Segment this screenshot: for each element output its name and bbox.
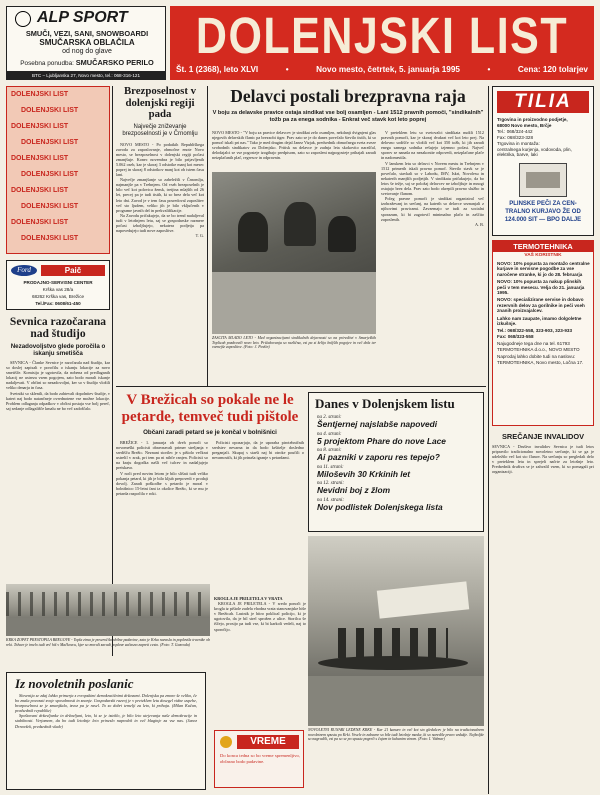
dl-promo-row: DOLENJSKI LIST bbox=[11, 123, 69, 130]
danes-item[interactable] bbox=[317, 481, 475, 496]
danes-item-text: Miloševih 30 Krkinih let bbox=[317, 468, 411, 479]
rowers-banner bbox=[377, 581, 469, 618]
sevnica-story bbox=[6, 316, 110, 578]
brezice-p2: V noči pred novim letom je bilo slišati tudi veliko pokanja petard, ki jih je bilo kljub prepovedi v prodaji dovolj. Zaradi poškodbe s petardo je moral v bolnišnico 15-letni fant iz okolice Brežic, ki se mu je petarda razpočila v roki. bbox=[116, 470, 208, 496]
ford-ad bbox=[6, 260, 110, 310]
ford-logo-icon bbox=[11, 265, 37, 276]
lead-p3: V lanskem letu so delavci v Novem mestu in Trebnjem v 1512 primerih iskali pravno pomoč. Število stavk se je povečalo, stavkali so v Labodu, IMV, Iskri, Novolesu in nekaterih manjših podjetjih. V sindikatu pričakujejo, da bo letos še težje, saj se položaj delavcev ne izboljšuje in mnogi ostajajo brez dela. Prav zato bodo okrepili pravno službo in svetovanje članom. bbox=[381, 160, 484, 197]
novoletni-title: Iz novoletnih poslanic bbox=[15, 676, 134, 691]
flood-trees bbox=[6, 592, 210, 616]
stove-icon bbox=[519, 163, 567, 197]
termo-body bbox=[497, 261, 591, 425]
alp-line3: od nog do glave bbox=[62, 48, 112, 55]
sevnica-deck: Nezadovoljstvo glede poročila o iskanju smetišča bbox=[10, 343, 106, 357]
masthead-info bbox=[176, 65, 588, 74]
invalidi-text: SEVNICA - Društvo invalidov Sevnica je tudi letos pripravilo tradicionalno novoletno srečanje, ki se ga je udeležilo več kot sto članov. Na srečanju so pregledali delo v preteklem letu in sprejeli načrte za letošnje leto. Predsednik društva se je zahvalil vsem, ki so pomagali pri organizaciji. bbox=[492, 444, 594, 475]
rowers-boat bbox=[318, 656, 468, 670]
novoletni-p2: Spoštovani državljanke in državljani, leto, ki se je izteklo, je bilo leto utrjevanja naše demokracije in stabilnosti. Verjamem, da bo tudi letošnje leto prineslo napredek in več blaginje za vse nas. (Janez Drnovšek, predsednik vlade) bbox=[15, 713, 197, 729]
lead-caption: ZAŠČITA MLADO LETO - Med organizacijami sindikalnih dejavnosti so na prireditvi v Šmarjeških Toplicah pozdravili novo leto. Pričakovanja so različna, vsi pa si želijo boljših pogojev in več dela ter varnejše zaposlitve. (Foto: J. Pavlin) bbox=[212, 336, 376, 350]
lead-p2: V preteklem letu so svetovalci sindikata nudili 1512 pravnih pomoči, kar je skoraj dvakrat več kot leto prej. Na delovno sodišče so vložili več kot 350 tožb, ki jih zaradi enega samega sodnika rešujejo izjemno počasi. Največ sporov se nanaša na nezakonite odpovedi, neizplačane plače in nadomestila. bbox=[381, 130, 484, 161]
novoletni-body bbox=[7, 693, 205, 787]
danes-item-text: 5 projektom Phare do nove Lace bbox=[317, 435, 446, 446]
krka-flood-photo bbox=[6, 584, 210, 636]
masthead-title: DOLENJSKI LIST bbox=[195, 8, 569, 65]
rowers-photo bbox=[308, 536, 484, 726]
ford-line3: 68262 Krška vas, Brežice bbox=[31, 294, 85, 299]
brezice-p3: Policisti opozarjajo, da je uporaba pirotehničnih sredstev nevarna in da bodo kršitelje dosledno preganjali. Skupaj s starši naj bi otroke poučili o nevarnostih, ki jih prinaša igranje s petardami. bbox=[212, 440, 304, 461]
termo-brand: TERMOTEHNIKA bbox=[493, 241, 593, 252]
termo-t4: Lahko nam zaupate, imamo dolgoletne izkušnje. bbox=[497, 315, 582, 327]
dl-promo-row: DOLENJSKI LIST bbox=[21, 107, 79, 114]
issue-date: Novo mesto, četrtek, 5. januarja 1995 bbox=[316, 65, 460, 74]
brezice-side-text: KROGLA JE PRILETELA - V sredo ponoči je krogla iz pištole zadela vhodna vrata stanovanjske hiše v Brežicah. Lastnik je hitro poklical policijo, ki je ugotovila, da je bil strel sprožen z ulice. Storilca še iščejo, prosijo pa tudi vse, ki bi karkoli vedeli, naj to sporočijo. bbox=[214, 601, 306, 632]
invalidi-title: SREČANJE INVALIDOV bbox=[502, 432, 584, 441]
vreme-title: VREME bbox=[237, 735, 299, 749]
dl-promo-row: DOLENJSKI LIST bbox=[21, 203, 79, 210]
termo-t5: Najugodneje tega dne na tel. 61793 TERMOTEHNIKA d.o.o., NOVO MESTO bbox=[497, 341, 580, 352]
termo-t6: Naprodaj lahko dobite tudi na naslovu: TERMOTEHNIKA, Novo mesto, Ločna 17. bbox=[497, 354, 584, 365]
alp-brand: ALP SPORT bbox=[37, 9, 128, 26]
dl-promo-row: DOLENJSKI LIST bbox=[21, 171, 79, 178]
dl-promo-row: DOLENJSKI LIST bbox=[21, 235, 79, 242]
lead-p1: NOVO MESTO - "V boju za pravice delavcev je sindikat zelo osamljen, nekdanji dvignjeni glas njegovih delavskih članic pa brezzobi tiger. Prav zato se je do danes povečalo število tistih, ki so pomoč iskali pri nas." Tako je med drugim dejal Janez Vizjak, predsednik območnega sveta zveze svobodnih sindikatov za Dolenjsko. Pritisk na delavce je zadnja leta skokovito naraščal, delodajalci se vse pogosteje izogibajo predpisom, zato so zaposleni najpogosteje prihajali zaradi neizplačanih plač, regresov in odpravnin. bbox=[212, 130, 376, 161]
issue-price: Cena: 120 tolarjev bbox=[517, 65, 588, 74]
tilia-line6: centralnega kurjenja, vodovoda, plin, elektrika, barve, laki bbox=[497, 147, 572, 158]
alp-sport-ad bbox=[6, 6, 166, 80]
alp-line1: SMUČI, VEZI, SANI, SNOWBOARDI bbox=[25, 29, 149, 38]
danes-item-text: Nov podlistek Dolenjskega lista bbox=[317, 501, 443, 512]
left-story-p3: Na Zavodu pričakujejo, da se bo trend nadaljeval tudi v letošnjem letu, saj se gospodarske razmere počasi izboljšujejo, nekatera podjetja pa napovedujejo tudi nove zaposlitve. bbox=[116, 212, 204, 234]
danes-item-page: na 12. strani: bbox=[317, 481, 345, 486]
termo-subtitle: VAŠ KORISTNIK bbox=[524, 253, 562, 258]
brezice-deck: Občani zaradi petard se je končal v bolnišnici bbox=[143, 429, 277, 436]
tilia-line2: 68000 Novo mesto, Brčje bbox=[497, 123, 552, 128]
sevnica-p1: SEVNICA - Članke Sevnice je razočarala nad študijo, kar so doslej zapisali v poročilu o iskanju lokacije za novo smetišče. Komisija je ugotovila, da nobena od predlaganih lokacij ne ustreza vsem pogojem, zato bodo morali iskanje nadaljevati. V občini so nezadovoljni, ker so v študijo vložili veliko denarja in časa. bbox=[6, 360, 110, 391]
tilia-line1: Trgovina in proizvodno podjetje, bbox=[497, 117, 568, 122]
lead-photo bbox=[212, 172, 376, 334]
danes-item-page: na 8. strani: bbox=[317, 448, 342, 453]
vreme-box bbox=[214, 730, 304, 788]
rowers-caption: NOVOLETNI RUNARI LEDENE KRKE - Kar 21 kanuev in več kot sto gledalcev je bilo na tradicionalnem novoletnem spustu po Krki. Vesele in zabavne so bile tudi letošnje maske, ki so naredile pravo vzdušje. Najboljše so nagradili, vsi pa so se po spustu pogreli s čajem in kuhanim vinom. (Foto: I. Vidmar) bbox=[308, 728, 484, 742]
tilia-line4: Fax: 068/323-328 bbox=[497, 135, 534, 140]
dl-promo-ad bbox=[6, 86, 110, 254]
stove-icon-panel bbox=[526, 172, 560, 188]
alp-address: BTC – Ljubljanska 27, Novo mesto, tel.: 068-316-121 bbox=[7, 71, 165, 80]
left-story-byline: T. G. bbox=[195, 233, 204, 239]
danes-item[interactable] bbox=[317, 448, 475, 463]
danes-list bbox=[309, 415, 483, 512]
danes-item[interactable] bbox=[317, 465, 475, 480]
termo-fax: Fax: 068/323-558 bbox=[497, 333, 534, 339]
divider bbox=[488, 86, 489, 794]
brezice-body-right bbox=[212, 440, 304, 590]
divider bbox=[112, 86, 113, 656]
alp-logo-icon bbox=[15, 11, 31, 27]
danes-item-page: na 2. strani: bbox=[317, 415, 342, 420]
left-story-p1: NOVO MESTO - Po podatkih Republiškega zavoda za zaposlovanje, območne enote Novo mesto, se brezposelnost v dolenjski regiji počasi zmanjšuje. Konec novembra je bilo prijavljenih 5.062 oseb, kar je skoraj 3 odstotke manj kot mesec poprej in skoraj 8 odstotkov manj kot ob istem času lani. bbox=[116, 141, 204, 178]
termo-t3: NOVO: specializirane servise in dobavo rezervnih delov za gorilnike in peči vseh znanih proizvajalcev. bbox=[497, 297, 585, 314]
alp-line4 bbox=[11, 58, 163, 67]
flood-caption: KRKA ZOPET PRESTOPILA BREGOVE - Topla zima je povzročila obilne padavine, zato je Krka narasla in poplavila travnike ob reki. Težave je imelo tudi več hiš v Mačkovcu, kjer so morali zaradi poplave začasno zapreti cesto. (Foto: T. Gazvoda) bbox=[6, 638, 210, 647]
danes-item-page: na 14. strani: bbox=[317, 497, 345, 503]
tilia-promo1: PLINSKE PEČI ZA CEN- bbox=[509, 201, 577, 207]
flood-water bbox=[6, 618, 210, 636]
alp-line4-product: SMUČARSKO PERILO bbox=[75, 58, 154, 67]
novoletni-box bbox=[6, 672, 206, 790]
divider bbox=[116, 386, 486, 387]
left-story-title: Brezposelnost v dolenjski regiji pada bbox=[123, 85, 197, 120]
danes-item-text: Nevidni boj z žlom bbox=[317, 485, 391, 495]
sevnica-p2: Svetniki so sklenili, da bodo zahtevali dopolnitev študije, v kateri naj bodo natančneje ovrednotene vse možne lokacije. Problem odlaganja odpadkov v občini postaja vse bolj pereč, saj sedanje odlagališče kmalu ne bo več zadoščalo. bbox=[6, 390, 110, 411]
ford-brand: Ford bbox=[17, 266, 31, 274]
vreme-text: Do konca tedna so bo vreme spremenljivo, občasno bodo padavine. bbox=[220, 753, 300, 764]
left-story-deck: Največje zniževanje brezposelnosti je v Črnomlju bbox=[122, 123, 198, 137]
left-story bbox=[116, 86, 204, 386]
tilia-ad bbox=[492, 86, 594, 236]
termo-t1: NOVO: 10% popusta za montažo centralne kurjave in servisne pogodbe za vse naročene stranke, ki jo do 28. februarja bbox=[497, 261, 590, 277]
lead-photo-table bbox=[212, 272, 376, 334]
ford-line2: Krška vas 28/a bbox=[42, 287, 74, 292]
dl-promo-row: DOLENJSKI LIST bbox=[11, 155, 69, 162]
tilia-promo3: 124.000 SIT — BPO DALJE bbox=[504, 217, 582, 223]
danes-item[interactable] bbox=[317, 415, 475, 430]
tilia-brand: TILIA bbox=[497, 91, 589, 113]
termotehnika-ad bbox=[492, 240, 594, 426]
invalidi-story bbox=[492, 432, 594, 732]
brezice-p1: BREŽICE - 1. januarja ob dveh ponoči so novomeški policisti obravnavali primer streljanja v središču Brežic. Neznani storilec je s pištolo večkrat ustrelil v zrak, pri tem pa ni nihče ranjen. Policisti so na kraju dogodka našli več tulcev in nadaljujejo preiskavo. bbox=[116, 440, 208, 471]
ford-line4: Tel./Fax: 0608/61-450 bbox=[35, 301, 81, 306]
danes-title: Danes v Dolenjskem listu bbox=[315, 396, 455, 411]
alp-line4-label: Posebna ponudba: bbox=[20, 60, 74, 67]
danes-item[interactable] bbox=[317, 498, 475, 513]
lead-right-body bbox=[381, 130, 484, 384]
sep-2: • bbox=[487, 65, 491, 74]
danes-item[interactable] bbox=[317, 432, 475, 447]
brezice-title: V Brežicah so pokale ne le petarde, temveč tudi pištole bbox=[121, 392, 299, 425]
brezice-side bbox=[214, 596, 306, 692]
lead-deck: V boju za delavske pravice ostaja sindikat vse bolj osamljen - Lani 1512 pravnih pomoči, "sindikalnih" tožb pa za enega sodnika - Enkrat več stavk kot leto poprej bbox=[212, 110, 484, 123]
masthead bbox=[170, 6, 594, 80]
lead-photo-figure bbox=[284, 202, 316, 246]
sep-1: • bbox=[285, 65, 289, 74]
lead-title: Delavci postali brezpravna raja bbox=[230, 86, 466, 106]
dl-promo-row: DOLENJSKI LIST bbox=[11, 219, 69, 226]
tilia-line3: Tel.: 068/324-442 bbox=[497, 129, 533, 134]
danes-item-page: na 11. strani: bbox=[317, 464, 344, 470]
termo-phone: Tel.: 068/322-558, 323-903, 323-933 bbox=[497, 328, 573, 334]
danes-item-page: na 4. strani: bbox=[317, 431, 342, 437]
issue-number: Št. 1 (2368), leto XLVI bbox=[176, 65, 259, 74]
termo-t2: NOVO: 10% popusta za nakup plinskih peči v tem mesecu. Velja do 21. januarja 1995. bbox=[497, 279, 585, 296]
sevnica-title: Sevnica razočarana nad študijo bbox=[9, 316, 107, 340]
brezice-body-left bbox=[116, 440, 208, 590]
danes-box bbox=[308, 392, 484, 532]
brezice-side-head: KROGLA JE PRILETELA V VRATA bbox=[214, 596, 283, 601]
lead-photo-figure bbox=[238, 212, 268, 252]
tilia-promo2: TRALNO KURJAVO ŽE OD bbox=[505, 209, 581, 215]
sevnica-body bbox=[6, 360, 110, 560]
novoletni-p1: Slovenija se zdaj lahko primerja z evropskimi demokratičnimi državami. Dolenjska pa zmore še veliko, če bo znala povezati svoje sposobnosti in znanje. Gospodarski razvoj je v preteklem letu dosegel vidne uspehe, brezposelnost se je zmanjšala, izvoz pa je rasel. To so dobri temelji za leto, ki prihaja. (Milan Kučan, predsednik republike) bbox=[15, 693, 197, 714]
left-story-p2: Največje zmanjšanje so zabeležili v Črnomlju, najmanjše pa v Trebnjem. Od vseh brezposelnih je bilo več kot polovica žensk, tretjina mlajših od 26 let, precej pa je tudi tistih, ki so brez dela več kot leto dni. Zavod je v tem času posredoval zaposlitev več sto ljudem, veliko jih je bilo vključenih v programe javnih del in prekvalifikacije. bbox=[116, 177, 204, 213]
sun-icon bbox=[220, 736, 232, 748]
lead-byline: A. B. bbox=[475, 221, 484, 227]
ford-dealer: Paič bbox=[41, 265, 105, 276]
danes-item-text: Ai pazniki v zaporu res tepejo? bbox=[317, 452, 440, 462]
tilia-line5: Trgovina in montaža: bbox=[497, 141, 540, 146]
lead-photo-figure bbox=[328, 216, 356, 252]
ford-line1: PRODAJNO-SERVISNI CENTER bbox=[23, 280, 93, 285]
rowers-figures bbox=[338, 628, 448, 658]
danes-item-text: Šentjernej najslabše napovedi bbox=[317, 419, 438, 429]
dl-promo-row: DOLENJSKI LIST bbox=[11, 91, 69, 98]
divider bbox=[207, 86, 208, 386]
dl-promo-row: DOLENJSKI LIST bbox=[21, 139, 79, 146]
alp-line2: SMUČARSKA OBLAČILA bbox=[39, 38, 135, 47]
dl-promo-row: DOLENJSKI LIST bbox=[11, 187, 69, 194]
lead-p4: Poleg pravne pomoči je sindikat organiziral več izobraževanj in srečanj, na katerih so delavce seznanjali z njihovimi pravicami. Zavzemajo se tudi za socialni sporazum, ki bi zagotovil minimalno plačo in zaščito zaposlenih. bbox=[381, 196, 484, 222]
rowers-water bbox=[308, 676, 484, 726]
left-story-body bbox=[116, 142, 204, 378]
